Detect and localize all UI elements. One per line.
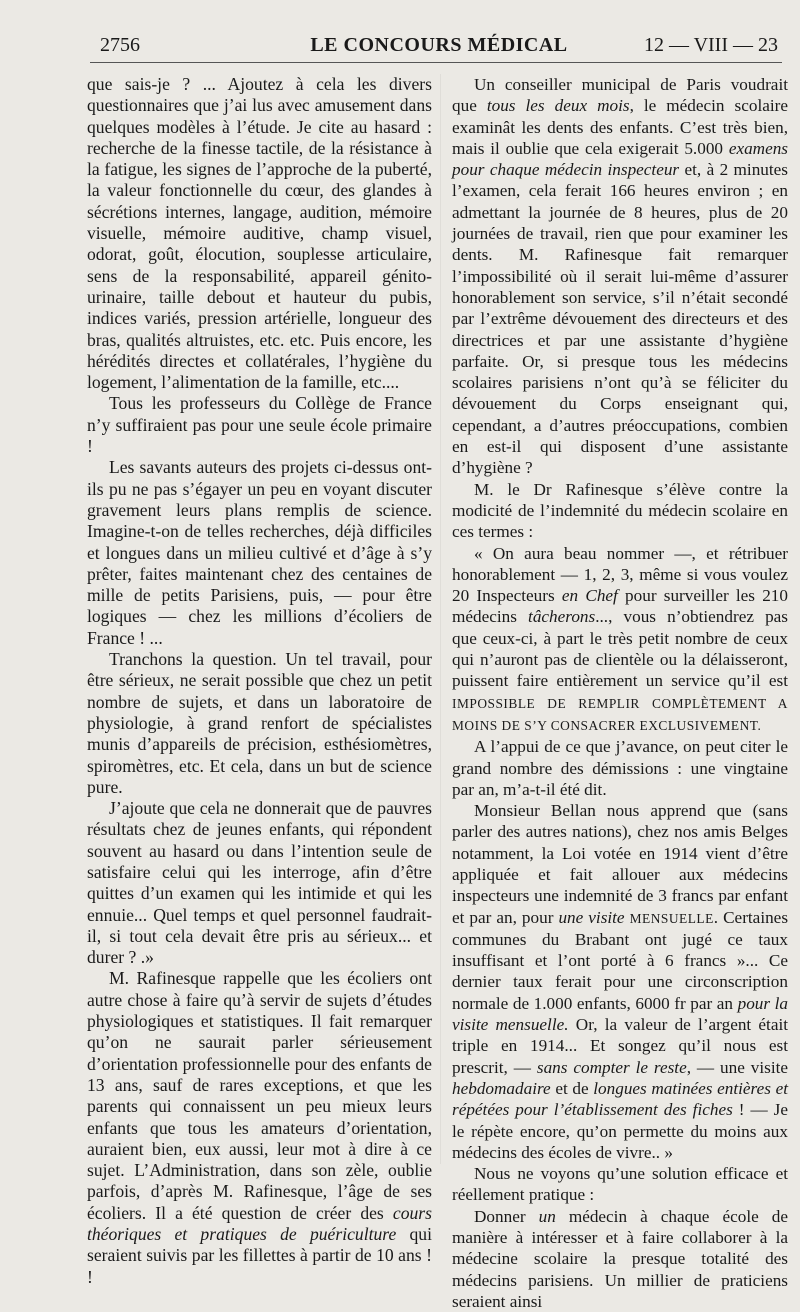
header-rule xyxy=(90,62,782,63)
text-run: pour surveiller les 210 médecins xyxy=(452,586,788,627)
text-run: qui seraient suivis par les fillettes à partir de 10 ans ! ! xyxy=(87,1224,432,1287)
italic-run: en Chef xyxy=(561,586,618,606)
paragraph: M. le Dr Rafinesque s’élève contre la modicité de l’indemnité du médecin scolaire en ces termes : xyxy=(452,479,788,542)
italic-run: un xyxy=(538,1206,556,1226)
text-run: « On aura beau nommer —, et rétribuer honorablement — 1, 2, 3, même si vous voulez 20 Inspecteurs xyxy=(452,543,788,606)
text-run: et, à 2 minutes l’examen, cela ferait 166 heures environ ; en admettant la journée de 8 heures, plus de 20 journées de travail, rien que pour examiner les dents. M. Rafinesque fait remarquer l’impossibilité où il serait lui-même d’assurer honorablement son service, s’il n’était secondé par l’extrême dévouement des directeurs et des directrices et par une assistante d’hygiène parfaite. Or, si presque tous les médecins scolaires parisiens n’ont qu’à se féliciter du dévouement du Corps enseignant qui, cependant, a d’autres préoccupations, combien en est-il qui disposent d’une assistante d’hygiène ? xyxy=(452,160,788,478)
text-run: Monsieur Bellan nous apprend que (sans parler des autres nations), chez nos amis Belges notamment, la Loi votée en 1914 vient d’être appliquée et fait allouer aux médecins inspecteurs une indemnité de 3 francs par enfant et par an, pour xyxy=(452,801,788,927)
running-header xyxy=(100,34,778,58)
text-run: . Certaines communes du Brabant ont jugé ce taux insuffisant et l’ont porté à 6 francs »... Ce dernier taux ferait pour une circonscription normale de 1.000 enfants, 6000 fr par an xyxy=(452,907,789,1013)
italic-run: examens pour chaque médecin inspecteur xyxy=(452,138,788,180)
text-run: ! — Je le répète encore, qu’on permette du moins aux médecins des écoles de vivre.. » xyxy=(452,1100,788,1162)
page-number: 2756 xyxy=(100,34,140,56)
paragraph xyxy=(452,543,788,737)
paragraph xyxy=(87,968,432,1287)
paragraph: J’ajoute que cela ne donnerait que de pauvres résultats chez de jeunes enfants, qui répondent souvent au hasard ou dans l’intention seule de satisfaire celui qui les interroge, afin d’être quittes d’un examen qui les intimide et qui les ennuie... Quel temps et quel personnel faudrait-il, si tout cela devait être pris au sérieux... et durer ? .» xyxy=(87,798,432,968)
text-run: Un conseiller municipal de Paris voudrait que xyxy=(452,75,788,116)
italic-run: tous les deux mois xyxy=(486,96,630,116)
text-run: Or, la valeur de l’argent était triple en 1914... Et songez qu’il nous est prescrit, — xyxy=(452,1015,789,1077)
text-run: et de xyxy=(550,1078,594,1098)
issue-date: 12 — VIII — 23 xyxy=(643,34,778,56)
italic-run: sans compter le reste xyxy=(536,1057,687,1077)
right-column xyxy=(452,74,788,1312)
paragraph: Les savants auteurs des projets ci-dessus ont-ils pu ne pas s’égayer un peu en voyant discuter gravement leurs plans remplis de science. Imagine-t-on de telles recherches, déjà difficiles et longues dans un milieu cultivé et d’âge à s’y prêter, faites maintenant chez des centaines de mille de petits Parisiens, puis, — pour être logiques — chez les millions d’écoliers de France ! ... xyxy=(87,457,432,648)
paragraph: Tous les professeurs du Collège de France n’y suffiraient pas pour une seule école primaire ! xyxy=(87,393,432,457)
paragraph xyxy=(452,1206,788,1312)
italic-run: longues matinées entières et répétées pour l’établissement des fiches xyxy=(452,1078,788,1120)
paragraph: Nous ne voyons qu’une solution efficace et réellement pratique : xyxy=(452,1164,788,1205)
text-run: médecin à chaque école de manière à intéresser et à faire collaborer à la médecine scolaire la presque totalité des médecins parisiens. Un millier de praticiens seraient ainsi xyxy=(452,1206,788,1311)
italic-run: tâcherons xyxy=(528,607,596,627)
italic-run: une visite xyxy=(558,907,625,927)
paragraph xyxy=(452,800,788,1163)
text-run: Donner xyxy=(474,1206,539,1226)
paragraph: Tranchons la question. Un tel travail, pour être sérieux, ne serait possible que chez un petit nombre de sujets, et dans un laboratoire de physiologie, à grand renfort de spécialistes munis d’appareils de précision, esthésiomètres, spiromètres, etc. Et cela, dans un but de science pure. xyxy=(87,649,432,797)
left-column xyxy=(87,74,432,1288)
text-run: M. Rafinesque rappelle que les écoliers ont autre chose à faire qu’à servir de sujets d’études physiologiques et statistiques. Il fait remarquer qu’on ne saurait parler sérieusement d’orientation professionnelle pour des enfants de 13 ans, sauf de rares exceptions, et que les parents qui connaissent un peu mieux leurs enfants que tous les amateurs d’orientation, auraient bien, eux aussi, leur mot à dire à ce sujet. L’Administration, dans son zèle, oublie parfois, d’après M. Rafinesque, l’âge de ses écoliers. Il a été question de créer des xyxy=(87,968,432,1223)
paragraph: A l’appui de ce que j’avance, on peut citer le grand nombre des démissions : une vingtaine par an, m’a-t-il été dit. xyxy=(452,737,788,799)
column-separator xyxy=(440,74,441,1164)
italic-run: cours théoriques et pratiques de puériculture xyxy=(87,1202,432,1245)
text-run: , — une visite xyxy=(686,1057,789,1077)
text-run: , le médecin scolaire examinât les dents des enfants. C’est très bien, mais il oublie que cela exigerait 5.000 xyxy=(452,96,788,158)
small-caps-run: MENSUELLE xyxy=(629,910,714,926)
italic-run: pour la visite mensuelle. xyxy=(452,993,788,1035)
small-caps-run: IMPOSSIBLE DE REMPLIR COMPLÈTEMENT A MOINS DE S’Y CONSACRER EXCLUSIVEMENT. xyxy=(452,695,788,733)
paragraph: que sais-je ? ... Ajoutez à cela les divers questionnaires que j’ai lus avec amusement dans quelques modèles à l’étude. Je cite au hasard : recherche de la finesse tactile, de la résistance à la fatigue, les signes de l’approche de la puberté, la valeur fonctionnelle du cœur, des glandes à sécrétions internes, langage, audition, mémoire visuelle, mémoire auditive, champ visuel, odorat, goût, élocution, souplesse articulaire, sens de la responsabilité, appareil génito-urinaire, taille debout et hauteur du pubis, indices variés, pression artérielle, longueur des bras, qualités altruistes, etc. etc. Puis encore, les hérédités directes et collatérales, l’hygiène du logement, l’alimentation de la famille, etc.... xyxy=(87,74,432,393)
paragraph xyxy=(452,74,788,479)
journal-title: LE CONCOURS MÉDICAL xyxy=(310,34,568,56)
italic-run: hebdomadaire xyxy=(452,1078,551,1098)
text-run: ..., vous n’obtiendrez pas que ceux-ci, à part le très petit nombre de ceux qui n’auront pas de clientèle ou la délaisseront, puissent faire entièrement un service qu’il est xyxy=(452,607,788,691)
